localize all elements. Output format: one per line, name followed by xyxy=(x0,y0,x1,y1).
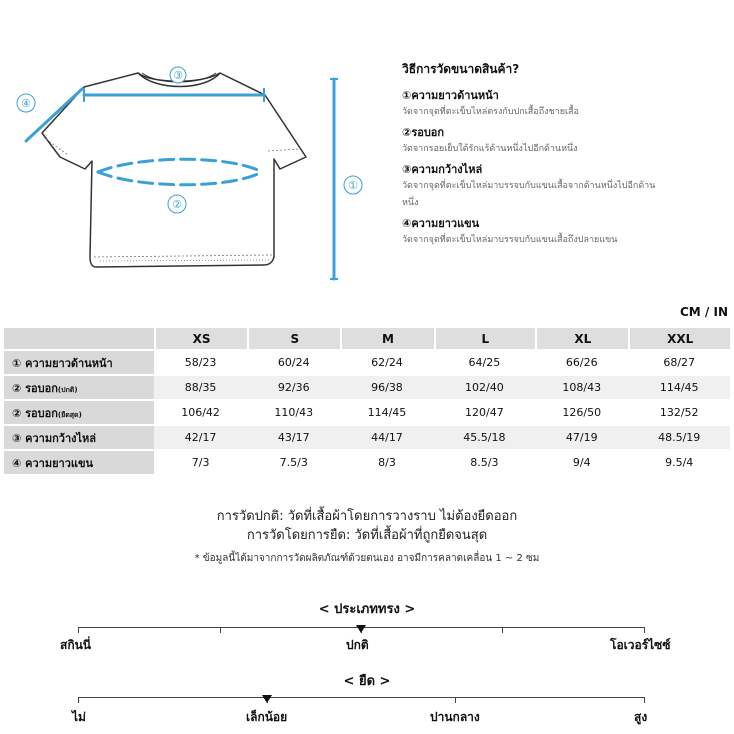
instruction-1-heading: ①ความยาวด้านหน้า xyxy=(402,89,499,102)
size-header-xs: XS xyxy=(154,328,247,349)
table-cell: 110/43 xyxy=(274,406,314,419)
disclaimer-note: * ข้อมูลนี้ได้มาจากการวัดผลิตภัณฑ์ด้วยตนเอง อาจมีการคลาดเคลื่อน 1 ~ 2 ซม xyxy=(194,553,540,564)
table-cell: 68/27 xyxy=(663,356,696,369)
row-label: ② รอบอก(ปกติ) xyxy=(4,376,154,399)
instruction-2-heading: ②รอบอก xyxy=(402,126,445,139)
table-cell: 108/43 xyxy=(535,376,628,399)
fit-selected-marker xyxy=(356,625,366,633)
table-cell: 8.5/3 xyxy=(470,456,499,469)
stretch-tick xyxy=(644,697,645,703)
badge-shoulder: ③ xyxy=(173,69,183,82)
instruction-1-desc: วัดจากจุดที่ตะเข็บไหล่ตรงกับปกเสื้อถึงชายเสื้อ xyxy=(402,107,579,117)
size-header-xxl: XXL xyxy=(628,328,730,349)
fit-tick xyxy=(220,627,221,633)
table-cell: 114/45 xyxy=(367,406,407,419)
table-cell: 48.5/19 xyxy=(628,426,730,449)
table-cell: 132/52 xyxy=(659,406,699,419)
stretch-scale-line xyxy=(78,697,644,698)
table-cell: 7.5/3 xyxy=(279,456,308,469)
fit-type-title: < ประเภททรง > xyxy=(318,602,416,617)
size-header-l: L xyxy=(434,328,536,349)
table-header-blank xyxy=(4,328,154,349)
row-label: ④ ความยาวแขน xyxy=(4,451,154,474)
table-row xyxy=(4,401,730,424)
instruction-3-heading: ③ความกว้างไหล่ xyxy=(402,163,483,176)
size-header-xl: XL xyxy=(535,328,628,349)
size-header-s: S xyxy=(247,328,340,349)
table-cell: 114/45 xyxy=(628,376,730,399)
table-cell: 92/36 xyxy=(247,376,340,399)
sleeve-length-line xyxy=(26,89,82,141)
table-cell: 9.5/4 xyxy=(665,456,694,469)
badge-sleeve: ④ xyxy=(21,97,31,110)
table-row xyxy=(4,451,730,474)
unit-label: CM / IN xyxy=(680,305,728,319)
fit-label-regular: ปกติ xyxy=(346,638,369,652)
tshirt-measurement-diagram xyxy=(0,55,380,295)
table-cell: 60/24 xyxy=(277,356,310,369)
instructions-title: วิธีการวัดขนาดสินค้า? xyxy=(402,62,520,76)
fit-tick xyxy=(644,627,645,633)
table-cell: 42/17 xyxy=(154,426,247,449)
stretch-title: < ยืด > xyxy=(343,674,391,689)
stretch-tick xyxy=(455,697,456,703)
fit-tick xyxy=(78,627,79,633)
table-cell: 106/42 xyxy=(181,406,220,419)
row-label: ③ ความกว้างไหล่ xyxy=(4,426,154,449)
table-cell: 7/3 xyxy=(191,456,210,469)
fit-label-oversize: โอเวอร์ไซซ์ xyxy=(610,638,671,652)
stretch-label-slight: เล็กน้อย xyxy=(246,710,288,724)
instruction-2-desc: วัดจากรอยเย็บใต้รักแร้ด้านหนึ่งไปอีกด้านหนึ่ง xyxy=(402,144,578,154)
row-label: ② รอบอก(ยืดสุด) xyxy=(4,401,154,424)
table-cell: 9/4 xyxy=(572,456,591,469)
stretch-measure-note: การวัดโดยการยืด: วัดที่เสื้อผ้าที่ถูกยืดจนสุด xyxy=(246,528,488,543)
stretch-label-none: ไม่ xyxy=(72,710,86,724)
stretch-label-moderate: ปานกลาง xyxy=(430,710,480,724)
size-header-m: M xyxy=(340,328,433,349)
table-cell: 64/25 xyxy=(468,356,501,369)
table-cell: 45.5/18 xyxy=(434,426,536,449)
instruction-4-heading: ④ความยาวแขน xyxy=(402,217,480,230)
table-cell: 44/17 xyxy=(340,426,433,449)
fit-tick xyxy=(502,627,503,633)
badge-front-length: ① xyxy=(348,179,358,192)
table-row xyxy=(4,351,730,374)
fit-label-skinny: สกินนี่ xyxy=(60,638,91,652)
size-table xyxy=(4,326,730,476)
table-row xyxy=(4,376,730,399)
table-cell: 8/3 xyxy=(378,456,396,469)
stretch-selected-marker xyxy=(262,695,272,703)
table-cell: 102/40 xyxy=(434,376,536,399)
chest-line xyxy=(98,159,262,172)
table-cell: 58/23 xyxy=(184,356,217,369)
table-cell: 43/17 xyxy=(247,426,340,449)
stretch-label-high: สูง xyxy=(634,710,648,724)
table-cell: 88/35 xyxy=(154,376,247,399)
measurement-lines xyxy=(26,79,334,279)
tshirt-outline xyxy=(42,73,306,267)
measurement-instructions xyxy=(402,60,722,250)
table-row xyxy=(4,426,730,449)
normal-measure-note: การวัดปกติ: วัดที่เสื้อผ้าโดยการวางราบ ไม่ต้องยืดออก xyxy=(216,509,518,524)
table-cell: 126/50 xyxy=(562,406,602,419)
table-cell: 47/19 xyxy=(535,426,628,449)
table-header-row xyxy=(4,328,730,349)
badge-chest: ② xyxy=(172,198,182,211)
instruction-3-desc-cont: หนึ่ง xyxy=(402,198,419,208)
instruction-4-desc: วัดจากจุดที่ตะเข็บไหล่มาบรรจบกับแขนเสื้อถึงปลายแขน xyxy=(402,235,618,245)
table-cell: 120/47 xyxy=(465,406,504,419)
table-cell: 96/38 xyxy=(340,376,433,399)
instruction-3-desc: วัดจากจุดที่ตะเข็บไหล่มาบรรจบกับแขนเสื้อจากด้านหนึ่งไปอีกด้าน xyxy=(402,181,656,191)
row-label: ① ความยาวด้านหน้า xyxy=(4,351,154,374)
table-cell: 66/26 xyxy=(565,356,598,369)
table-cell: 62/24 xyxy=(371,356,403,369)
stretch-tick xyxy=(78,697,79,703)
